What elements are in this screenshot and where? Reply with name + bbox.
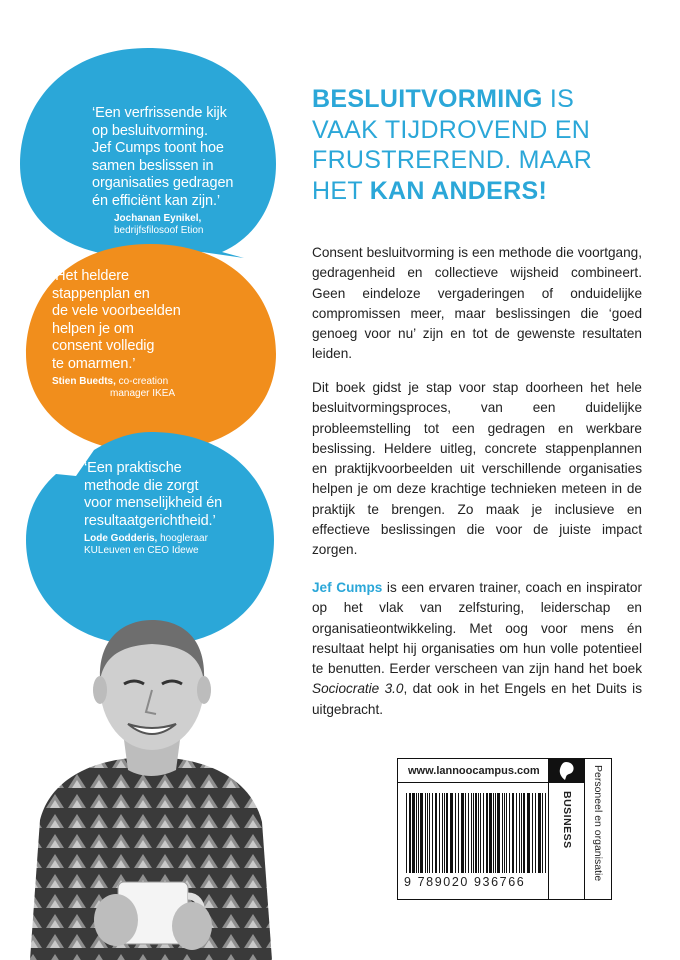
barcode-bar <box>478 793 479 873</box>
quote-1-line: ‘Een verfrissende kijk <box>92 105 227 121</box>
barcode-bar <box>493 793 494 873</box>
barcode-bar <box>483 793 484 873</box>
barcode-bar <box>439 793 440 873</box>
category-label: BUSINESS <box>561 791 573 849</box>
quote-1-line: op besluitvorming. <box>92 122 208 139</box>
barcode-bar <box>468 793 469 873</box>
barcode-bar <box>446 793 448 873</box>
author-name: Jef Cumps <box>312 580 383 595</box>
barcode-bar <box>489 793 492 873</box>
barcode-bar <box>509 793 510 873</box>
quote-1-line: én efficiënt kan zijn.’ <box>92 192 221 209</box>
barcode-bar <box>521 793 522 873</box>
publisher-url: www.lannoocampus.com <box>398 759 548 783</box>
quote-2-line: helpen je om <box>52 320 134 337</box>
barcode-bar <box>523 793 525 873</box>
author-photo <box>0 590 300 960</box>
barcode-bar <box>409 793 411 873</box>
barcode-bar <box>495 793 496 873</box>
quote-2 <box>52 268 252 400</box>
barcode-bar <box>412 793 415 873</box>
barcode-bar <box>435 793 437 873</box>
subcategory-panel <box>585 758 612 900</box>
headline-line3: FRUSTREREND. MAAR <box>312 146 593 174</box>
barcode-bar <box>473 793 474 873</box>
quote-1-author-role: bedrijfsfilosoof Etion <box>114 225 204 236</box>
category-panel <box>548 783 585 900</box>
headline-line4-bold: KAN ANDERS! <box>369 176 548 205</box>
quote-1-line: Jef Cumps toont hoe <box>92 140 224 156</box>
barcode-bar <box>502 793 503 873</box>
barcode-bar <box>455 793 456 873</box>
barcode-bar <box>532 793 533 873</box>
barcode-block <box>397 758 585 900</box>
quote-1 <box>92 105 262 237</box>
quote-2-line: ‘Het heldere <box>52 268 129 284</box>
body-paragraph-3 <box>312 578 642 720</box>
barcode-bar <box>420 793 423 873</box>
quote-2-line: de vele voorbeelden <box>52 303 181 319</box>
headline-line4-pre: HET <box>312 176 370 205</box>
barcode <box>406 793 548 873</box>
quote-3-line: methode die zorgt <box>84 477 199 494</box>
barcode-bar <box>538 793 541 873</box>
quote-2-line: te omarmen.’ <box>52 355 136 372</box>
quote-1-line: organisaties gedragen <box>92 175 234 191</box>
barcode-bar <box>429 793 430 873</box>
quote-2-author-name: Stien Buedts, <box>52 376 116 387</box>
headline-line2: VAAK TIJDROVEND EN <box>312 115 591 144</box>
barcode-bar <box>497 793 500 873</box>
quote-1-author-name: Jochanan Eynikel, <box>114 213 202 224</box>
barcode-bar <box>444 793 445 873</box>
barcode-bar <box>512 793 514 873</box>
subcategory-label: Personeel en organisatie <box>592 765 604 882</box>
barcode-bar <box>545 793 546 873</box>
headline <box>312 84 652 206</box>
headline-line1-rest: IS <box>542 85 575 113</box>
barcode-bar <box>480 793 481 873</box>
quote-3-line: resultaatgerichtheid.’ <box>84 512 216 529</box>
quote-3-line: voor menselijkheid én <box>84 495 223 511</box>
author-bio-a: is een ervaren trainer, coach en inspirator op het vlak van zelfsturing, leiderschap en organisatieontwikkeling. Met oog voor mens én resultaat helpt hij organisaties om hun volle potentieel te benutten. Eerder verscheen van zijn hand het boek <box>312 580 642 677</box>
barcode-bar <box>427 793 428 873</box>
quote-3-author-role-inline: hoogleraar <box>157 533 208 544</box>
barcode-bar <box>418 793 419 873</box>
quote-2-line: stappenplan en <box>52 285 150 302</box>
headline-line1-bold: BESLUITVORMING <box>312 85 543 113</box>
barcode-bar <box>535 793 536 873</box>
lannoo-campus-logo-icon <box>548 759 585 783</box>
body-paragraph-1: Consent besluitvorming is een methode die voortgang, gedragenheid en collectieve wijsheid combineert. Geen eindeloze vergaderingen of onduidelijke compromissen meer, maar beslissingen die ‘goed genoeg voor nu’ zijn en tot de gewenste resultaten leiden. <box>312 245 642 362</box>
barcode-bar <box>542 793 543 873</box>
quote-1-line: samen beslissen in <box>92 157 214 174</box>
quote-3-author-name: Lode Godderis, <box>84 533 158 544</box>
barcode-bar <box>506 793 507 873</box>
barcode-bar <box>442 793 443 873</box>
barcode-bar <box>486 793 488 873</box>
barcode-bar <box>425 793 426 873</box>
barcode-bar <box>432 793 433 873</box>
body-paragraph-2: Dit boek gidst je stap voor stap doorheen het hele besluitvormingsproces, van een duidelijke probleemstelling tot een gedragen en werkbare beslissing. Heldere uitleg, concrete stappenplannen en praktijkvoorbeelden uit verschillende organisaties helpen je om deze krachtige technieken meteen in de praktijk te brengen. Zo maak je inclusieve en effectieve beslissingen die voor de juiste impact zorgen. <box>312 380 642 558</box>
quote-3 <box>84 460 274 557</box>
barcode-bar <box>416 793 417 873</box>
previous-book-title: Sociocratie 3.0 <box>312 681 404 697</box>
barcode-bar <box>519 793 520 873</box>
barcode-bar <box>471 793 472 873</box>
quote-2-line: consent volledig <box>52 338 155 354</box>
barcode-bar <box>516 793 517 873</box>
barcode-bar <box>458 793 459 873</box>
barcode-bar <box>475 793 477 873</box>
barcode-bar <box>504 793 505 873</box>
isbn-number: 9 789020 936766 <box>404 875 526 889</box>
barcode-bar <box>465 793 466 873</box>
quote-2-author-role: manager IKEA <box>110 388 176 399</box>
quote-3-author-role: KULeuven en CEO Idewe <box>84 545 199 556</box>
author-bio-b: , dat ook in het Engels en het Duits is uitgebracht. <box>312 681 642 717</box>
quote-2-author-role-inline: co-creation <box>115 376 169 387</box>
barcode-bar <box>461 793 464 873</box>
barcode-bar <box>527 793 530 873</box>
barcode-bar <box>450 793 453 873</box>
barcode-bar <box>406 793 407 873</box>
quote-3-line: ‘Een praktische <box>84 460 182 476</box>
